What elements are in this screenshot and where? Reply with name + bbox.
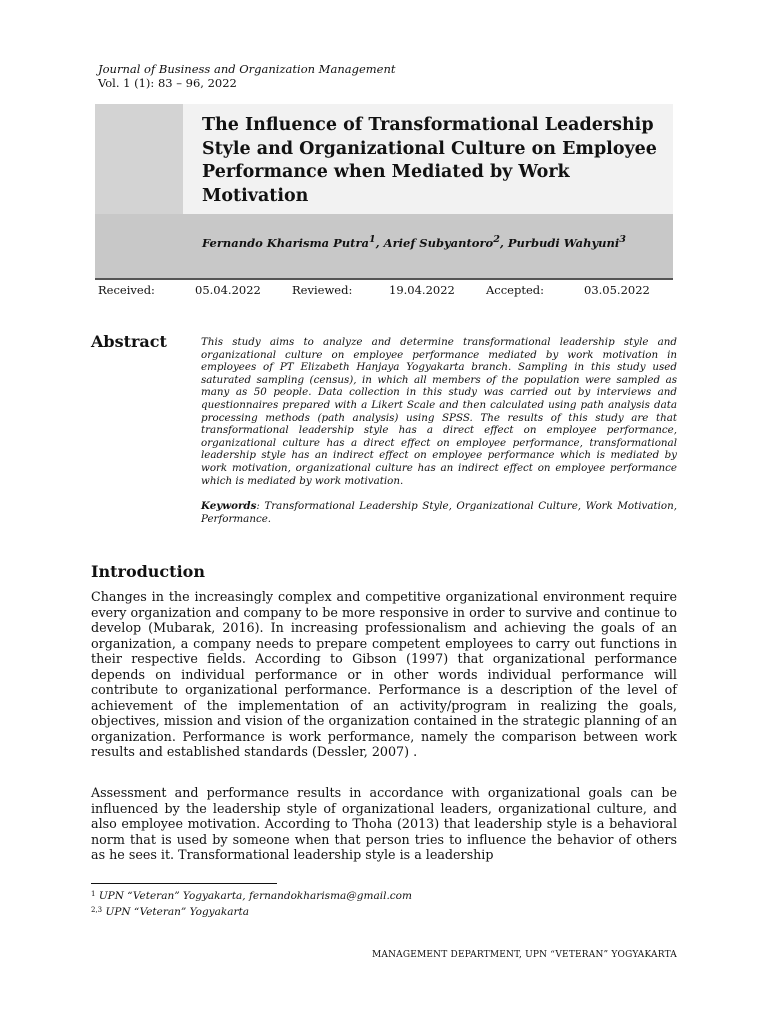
dates-divider (95, 278, 673, 280)
introduction-heading: Introduction (91, 562, 205, 581)
footnote-1-mark: 1 (91, 890, 96, 898)
title-block (95, 104, 673, 278)
accepted-label: Accepted: (486, 283, 545, 297)
footnote-2 (91, 906, 249, 918)
received-label: Received: (98, 283, 155, 297)
abstract-text: This study aims to analyze and determine transformational leadership style and organizational culture on employee performance mediated by work motivation in employees of PT Elizabeth Hanjaya Yogyakarta branch. Sampling in this study used saturated sampling (census), in which all members of the population were sampled as many as 50 people. Data collection in this study was carried out by interviews and questionnaires prepared with a Likert Scale and then calculated using path analysis data processing methods (path analysis) using SPSS. The results of this study are that transformational leadership style has a direct effect on employee performance, organizational culture has a direct effect on employee performance, transformational leadership style has an indirect effect on employee performance which is mediated by work motivation, organizational culture has an indirect effect on employee performance which is mediated by work motivation. (201, 336, 677, 487)
footnote-divider (91, 883, 277, 884)
author-1-affiliation: 1 (368, 234, 376, 245)
footnote-2-mark: 2,3 (91, 906, 103, 914)
title-left-band (95, 104, 183, 214)
author-2-affiliation: 2 (493, 234, 500, 245)
author-1: Fernando Kharisma Putra (202, 235, 369, 250)
paper-title: The Influence of Transformational Leadership Style and Organizational Culture on Employee Performance when Mediated by Work Motivation (202, 115, 657, 206)
reviewed-date: 19.04.2022 (389, 283, 455, 297)
journal-header (98, 62, 395, 90)
author-2: Arief Subyantoro (383, 235, 494, 250)
journal-volume: Vol. 1 (1): 83 – 96, 2022 (98, 76, 237, 90)
journal-name: Journal of Business and Organization Management (98, 62, 396, 76)
accepted-date: 03.05.2022 (584, 283, 650, 297)
author-3: Purbudi Wahyuni (507, 235, 620, 250)
abstract-heading: Abstract (91, 332, 167, 351)
reviewed-label: Reviewed: (292, 283, 353, 297)
intro-paragraph-1: Changes in the increasingly complex and competitive organizational environment require every organization and company to be more responsive in order to survive and continue to develop (Mubarak, 2016). In increasing professionalism and achieving the goals of an organization, a company needs to prepare competent employees to carry out functions in their respective fields. According to Gibson (1997) that organizational performance depends on individual performance or in other words individual performance will contribute to organizational performance. Performance is a description of the level of achievement of the implementation of an activity/program in realizing the goals, objectives, mission and vision of the organization contained in the strategic planning of an organization. Performance is work performance, namely the comparison between work results and established standards (Dessler, 2007) . (91, 589, 677, 759)
intro-paragraph-2: Assessment and performance results in accordance with organizational goals can be influenced by the leadership style of organizational leaders, organizational culture, and also employee motivation. According to Thoha (2013) that leadership style is a behavioral norm that is used by someone when that person tries to influence the behavior of others as he sees it. Transformational leadership style is a leadership (91, 785, 677, 862)
footnote-2-text: UPN “Veteran” Yogyakarta (105, 906, 249, 918)
keywords-list: : Transformational Leadership Style, Organizational Culture, Work Motivation, Performance. (201, 500, 677, 525)
footnote-1-text: UPN “Veteran” Yogyakarta, fernandokharisma@gmail.com (98, 890, 412, 902)
footnote-1 (91, 890, 412, 902)
author-3-affiliation: 3 (619, 234, 626, 245)
received-date: 05.04.2022 (195, 283, 261, 297)
author-list: Fernando Kharisma Putra$^1$, Arief Subyantoro$^2$, Purbudi Wahyuni$^3$ (202, 234, 626, 250)
keywords-label: Keywords (201, 500, 257, 512)
keywords (201, 500, 677, 525)
page-footer: MANAGEMENT DEPARTMENT, UPN “VETERAN” YOGYAKARTA (371, 950, 677, 960)
dates-row (98, 283, 673, 297)
